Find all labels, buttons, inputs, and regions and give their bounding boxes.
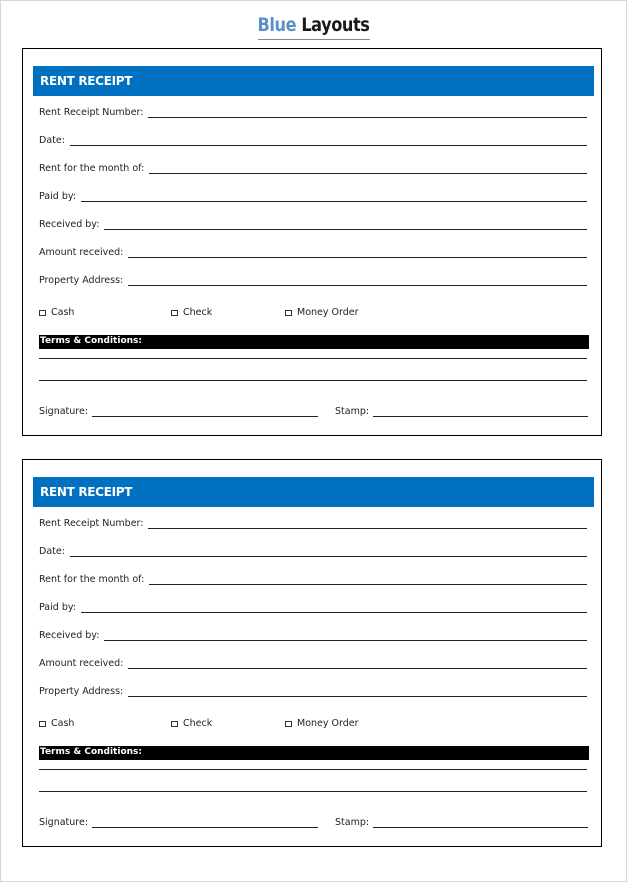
terms-line[interactable]	[39, 791, 587, 792]
rent-receipt-form	[22, 459, 602, 847]
checkbox-icon[interactable]	[171, 721, 178, 727]
field-label: Rent Receipt Number:	[39, 107, 144, 118]
logo-underline	[258, 39, 370, 40]
logo	[47, 14, 580, 36]
rent-receipt-form	[22, 48, 602, 436]
field-input-line[interactable]	[148, 520, 587, 529]
field-label: Received by:	[39, 219, 100, 230]
form-field	[39, 104, 587, 118]
form-field	[39, 627, 587, 641]
field-input-line[interactable]	[149, 576, 587, 585]
field-input-line[interactable]	[81, 193, 587, 202]
form-field	[39, 216, 587, 230]
form-field	[39, 599, 587, 613]
stamp-field	[335, 403, 588, 417]
field-input-line[interactable]	[81, 604, 587, 613]
payment-option[interactable]	[171, 307, 212, 318]
logo-layouts-text: Layouts	[301, 14, 370, 36]
field-input-line[interactable]	[104, 632, 587, 641]
signature-field	[39, 403, 318, 417]
stamp-label: Stamp:	[335, 406, 370, 417]
checkbox-icon[interactable]	[285, 721, 292, 727]
terms-line[interactable]	[39, 358, 587, 359]
logo-blue-text: Blue	[257, 14, 297, 36]
receipt-title: RENT RECEIPT	[40, 74, 133, 88]
field-input-line[interactable]	[128, 688, 587, 697]
payment-label: Check	[183, 718, 213, 729]
terms-label: Terms & Conditions:	[40, 336, 142, 346]
field-label: Received by:	[39, 630, 100, 641]
field-input-line[interactable]	[149, 165, 587, 174]
field-input-line[interactable]	[104, 221, 587, 230]
form-field	[39, 132, 587, 146]
payment-label: Check	[183, 307, 213, 318]
form-field	[39, 515, 587, 529]
field-input-line[interactable]	[128, 277, 587, 286]
signature-label: Signature:	[39, 406, 89, 417]
field-input-line[interactable]	[70, 137, 587, 146]
stamp-line[interactable]	[373, 408, 588, 417]
terms-line[interactable]	[39, 380, 587, 381]
checkbox-icon[interactable]	[171, 310, 178, 316]
field-label: Rent for the month of:	[39, 574, 145, 585]
payment-label: Money Order	[297, 718, 359, 729]
form-field	[39, 272, 587, 286]
payment-option[interactable]	[171, 718, 212, 729]
field-label: Rent for the month of:	[39, 163, 145, 174]
checkbox-icon[interactable]	[39, 721, 46, 727]
field-input-line[interactable]	[128, 249, 587, 258]
field-label: Date:	[39, 546, 65, 557]
field-label: Property Address:	[39, 686, 124, 697]
field-label: Paid by:	[39, 602, 76, 613]
field-label: Date:	[39, 135, 65, 146]
signature-line[interactable]	[92, 819, 318, 828]
payment-label: Money Order	[297, 307, 359, 318]
receipt-banner	[33, 66, 594, 96]
signature-field	[39, 814, 318, 828]
form-field	[39, 683, 587, 697]
terms-line[interactable]	[39, 769, 587, 770]
receipt-banner	[33, 477, 594, 507]
signature-line[interactable]	[92, 408, 318, 417]
terms-header	[39, 335, 589, 349]
form-field	[39, 571, 587, 585]
stamp-line[interactable]	[373, 819, 588, 828]
form-field	[39, 543, 587, 557]
form-field	[39, 244, 587, 258]
field-input-line[interactable]	[148, 109, 587, 118]
form-field	[39, 160, 587, 174]
terms-header	[39, 746, 589, 760]
terms-label: Terms & Conditions:	[40, 747, 142, 757]
receipt-title: RENT RECEIPT	[40, 485, 133, 499]
payment-option[interactable]	[39, 718, 74, 729]
payment-option[interactable]	[39, 307, 74, 318]
field-label: Rent Receipt Number:	[39, 518, 144, 529]
stamp-field	[335, 814, 588, 828]
form-field	[39, 655, 587, 669]
checkbox-icon[interactable]	[285, 310, 292, 316]
field-label: Paid by:	[39, 191, 76, 202]
field-label: Property Address:	[39, 275, 124, 286]
field-input-line[interactable]	[70, 548, 587, 557]
payment-option[interactable]	[285, 307, 359, 318]
payment-label: Cash	[51, 307, 75, 318]
field-input-line[interactable]	[128, 660, 587, 669]
payment-label: Cash	[51, 718, 75, 729]
signature-label: Signature:	[39, 817, 89, 828]
payment-option[interactable]	[285, 718, 359, 729]
stamp-label: Stamp:	[335, 817, 370, 828]
field-label: Amount received:	[39, 658, 124, 669]
form-field	[39, 188, 587, 202]
field-label: Amount received:	[39, 247, 124, 258]
checkbox-icon[interactable]	[39, 310, 46, 316]
